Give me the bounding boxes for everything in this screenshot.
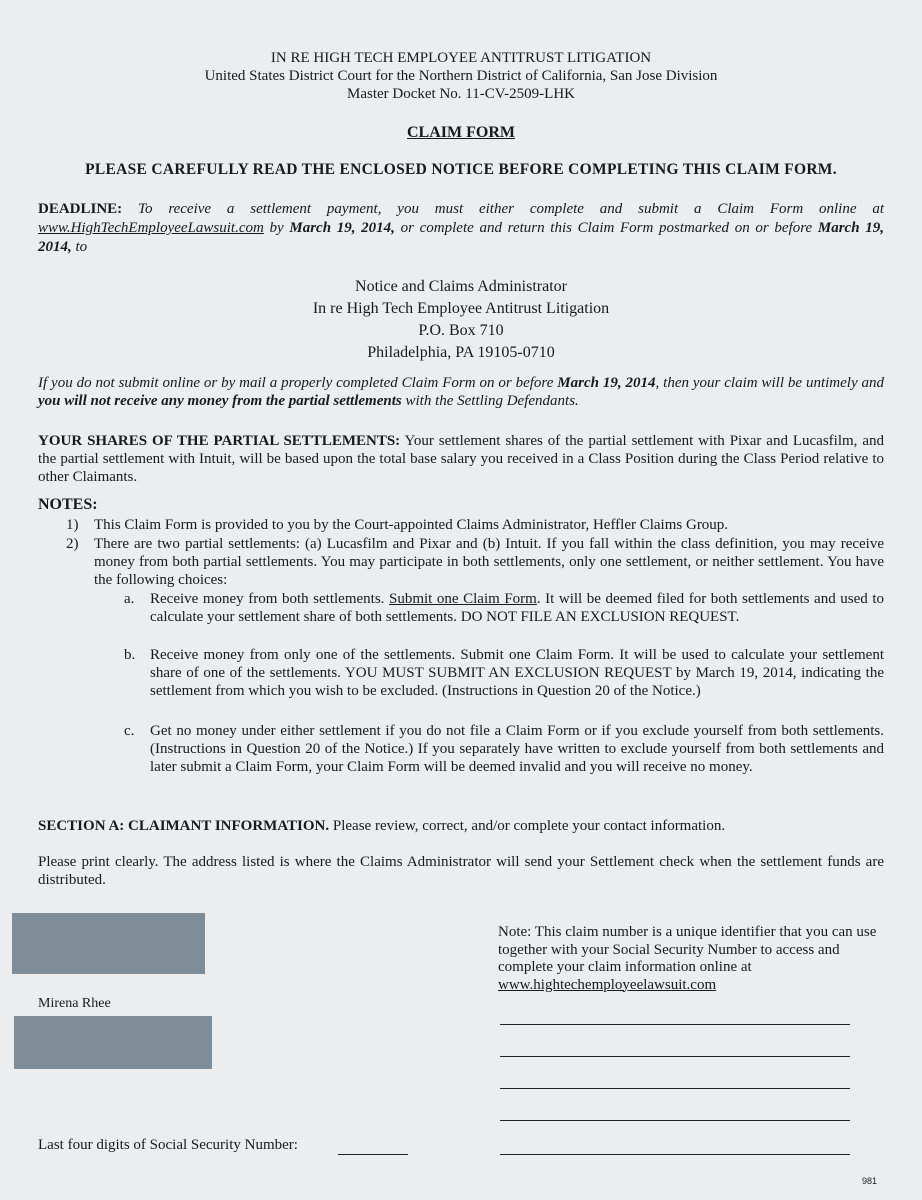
print-clearly-instruction: Please print clearly. The address listed is where the Claims Administrator will send your Settlement check when the settlement funds are distributed. [38,854,884,888]
note-website-link[interactable]: www.hightechemployeelawsuit.com [498,976,717,993]
redacted-address [14,1016,212,1069]
claim-number-note: Note: This claim number is a unique identifier that you can use together with your Social Security Number to access and complete your claim information online at www.hightechemployeelawsuit.com [498,924,877,993]
claimant-name: Mirena Rhee [38,996,111,1011]
page-code: 981 [862,1176,878,1186]
untimely-warning: If you do not submit online or by mail a properly completed Claim Form on or before March 19, 2014, then your claim will be untimely and you will not receive any money from the partial settlements with the Settling Defendants. [38,375,885,409]
form-title: CLAIM FORM [407,124,515,141]
choice-b-letter: b. [124,647,136,663]
case-caption-line1: IN RE HIGH TECH EMPLOYEE ANTITRUST LITIGATION [270,50,652,66]
choice-c-text: Get no money under either settlement if you do not file a Claim Form or if you exclude yourself from both settlements. (Instructions in Question 20 of the Notice.) If you separately have written to exclude yourself from both settlements and later submit a Claim Form, your Claim Form will be deemed invalid and you will receive no money. [150,723,884,775]
read-notice-warning: PLEASE CAREFULLY READ THE ENCLOSED NOTICE BEFORE COMPLETING THIS CLAIM FORM. [85,161,837,178]
contact-line-1[interactable] [500,1024,850,1025]
notes-heading: NOTES: [38,496,98,513]
ssn-label: Last four digits of Social Security Number: [38,1137,298,1153]
case-caption-court: United States District Court for the Northern District of California, San Jose Division [204,68,718,84]
administrator-address: Notice and Claims Administrator In re High Tech Employee Antitrust Litigation P.O. Box 710 Philadelphia, PA 19105-0710 [312,278,610,361]
section-a-heading: SECTION A: CLAIMANT INFORMATION. Please review, correct, and/or complete your contact information. [38,818,726,834]
ssn-input-line[interactable] [338,1154,408,1155]
note-1-number: 1) [66,517,79,533]
contact-line-5[interactable] [500,1154,850,1155]
choice-a-text: Receive money from both settlements. Submit one Claim Form. It will be deemed filed for both settlements and used to calculate your settlement share of both settlements. DO NOT FILE AN EXCLUSION REQUEST. [150,591,884,625]
deadline-paragraph: DEADLINE: To receive a settlement payment, you must either complete and submit a Claim Form online at www.HighTechEmployeeLawsuit.com by March 19, 2014, or complete and return this Claim Form postmarked on or before March 19, 2014, to [38,201,885,255]
deadline-website-link[interactable]: www.HighTechEmployeeLawsuit.com [38,220,264,236]
choice-c-letter: c. [124,723,135,739]
contact-line-2[interactable] [500,1056,850,1057]
choice-a-letter: a. [124,591,135,607]
choice-b-text: Receive money from only one of the settlements. Submit one Claim Form. It will be used to calculate your settlement share of one of the settlements. YOU MUST SUBMIT AN EXCLUSION REQUEST by March 19, 2014, indicating the settlement from which you wish to be excluded. (Instructions in Question 20 of the Notice.) [150,647,884,699]
case-caption-docket: Master Docket No. 11-CV-2509-LHK [346,86,576,102]
note-2-text: There are two partial settlements: (a) Lucasfilm and Pixar and (b) Intuit. If you fall within the class definition, you may receive money from both partial settlements. You may participate in both settlements, only one settlement, or neither settlement. You have the following choices: [94,536,884,588]
contact-line-4[interactable] [500,1120,850,1121]
redacted-claim-number [12,913,205,974]
contact-line-3[interactable] [500,1088,850,1089]
settlement-shares-paragraph: YOUR SHARES OF THE PARTIAL SETTLEMENTS: Your settlement shares of the partial settlement with Pixar and Lucasfilm, and the partial settlement with Intuit, will be based upon the total base salary you received in a Class Position during the Class Period relative to other Claimants. [38,433,884,485]
note-1-text: This Claim Form is provided to you by the Court-appointed Claims Administrator, Heffler Claims Group. [94,517,729,533]
note-2-number: 2) [66,536,79,552]
